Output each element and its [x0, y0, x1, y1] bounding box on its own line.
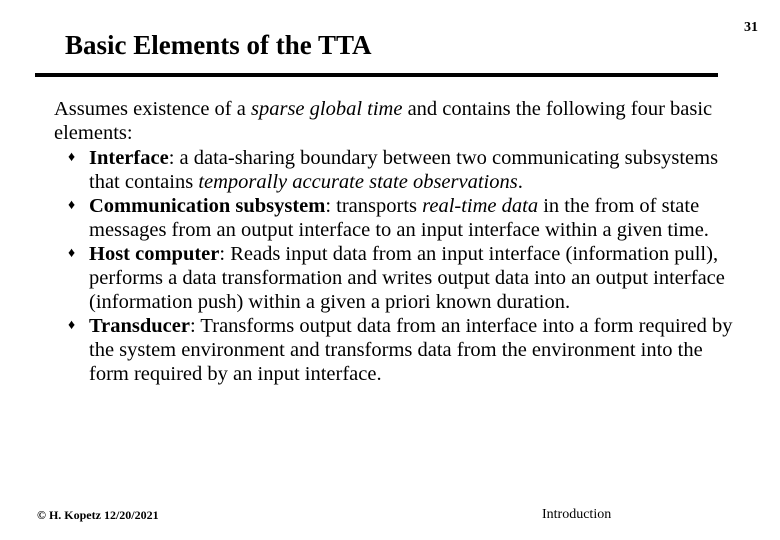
- diamond-bullet-icon: ♦: [68, 150, 76, 165]
- bullet-emphasis: real-time data: [422, 195, 539, 217]
- bullet-communication-subsystem: [54, 194, 744, 242]
- bullet-term: Communication subsystem: [89, 195, 326, 217]
- slide-body: [54, 97, 744, 386]
- bullet-host-computer: [54, 242, 744, 314]
- bullet-text: : a data-sharing boundary between two communicating subsystems that contains: [89, 147, 719, 193]
- bullet-text: : transports: [325, 195, 423, 217]
- intro-text: Assumes existence of a: [54, 98, 251, 120]
- bullet-term: Transducer: [89, 315, 190, 337]
- bullet-emphasis: temporally accurate state observations: [198, 171, 518, 193]
- diamond-bullet-icon: ♦: [68, 198, 76, 213]
- diamond-bullet-icon: ♦: [68, 246, 76, 261]
- bullet-term: Host computer: [89, 243, 220, 265]
- footer-section: Introduction: [542, 507, 612, 522]
- bullet-text-end: in the from of state messages from an output interface to an input interface within a given time.: [89, 195, 709, 241]
- footer-copyright: © H. Kopetz 12/20/2021: [37, 508, 159, 522]
- bullet-list: [54, 146, 744, 386]
- bullet-text-end: .: [517, 171, 523, 193]
- intro-emphasis: sparse global time: [250, 98, 403, 120]
- intro-text-end: and contains the following four basic elements:: [54, 98, 713, 144]
- bullet-interface: [54, 146, 744, 194]
- intro-paragraph: [54, 97, 744, 145]
- slide-title: Basic Elements of the TTA: [65, 30, 372, 60]
- diamond-bullet-icon: ♦: [68, 318, 76, 333]
- bullet-text: : Reads input data from an input interface (information pull), performs a data transformation and writes output data into an output interface (information push) within a given a priori known duration.: [89, 243, 725, 313]
- bullet-text: : Transforms output data from an interface into a form required by the system environment and transforms data from the environment into the form required by an input interface.: [89, 315, 733, 385]
- page-number: 31: [744, 20, 758, 35]
- bullet-transducer: [54, 314, 744, 386]
- bullet-term: Interface: [89, 147, 169, 169]
- title-divider: [35, 73, 718, 77]
